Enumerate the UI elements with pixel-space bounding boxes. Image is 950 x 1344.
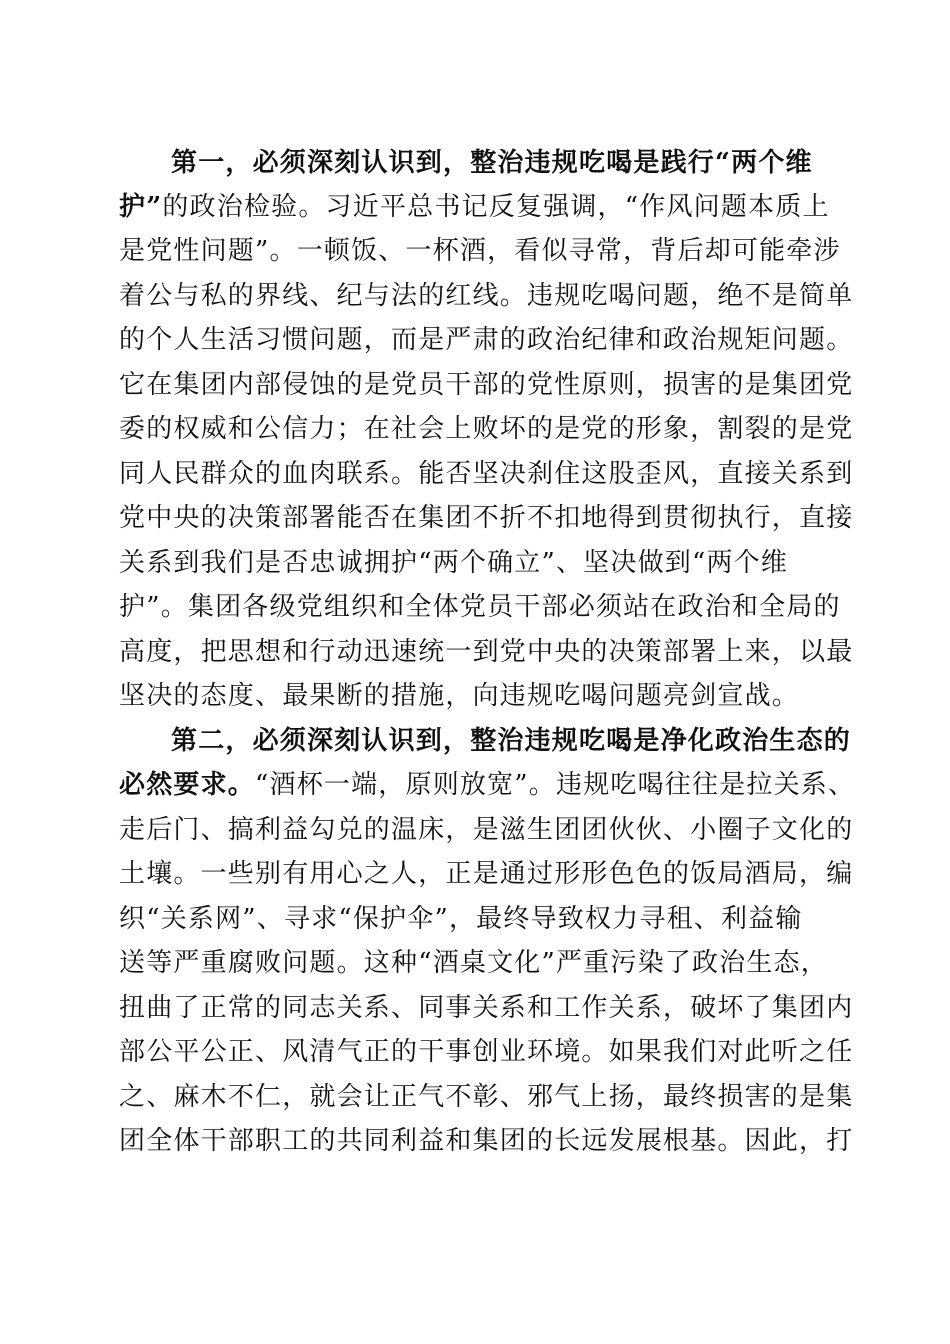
paragraph-2-heading-cont: 必然要求。 [119,770,256,800]
paragraph-2-heading: 第二，必须深刻认识到，整治违规吃喝是净化政治生态的 [171,726,852,756]
paragraph-1-line: 它在集团内部侵蚀的是党员干部的党性原则，损害的是集团党 [119,370,854,400]
paragraph-1-line: 是党性问题”。一顿饭、一杯酒，看似寻常，背后却可能牵涉 [119,236,841,266]
paragraph-1-line: 护”。集团各级党组织和全体党员干部必须站在政治和全局的 [119,592,841,622]
paragraph-2-line: 土壤。一些别有用心之人，正是通过形形色色的饭局酒局，编 [119,859,854,889]
paragraph-2-line: 团全体干部职工的共同利益和集团的长远发展根基。因此，打 [119,1126,854,1156]
paragraph-1-line: 高度，把思想和行动迅速统一到党中央的决策部署上来，以最 [119,637,854,667]
paragraph-1-text: 的政治检验。习近平总书记反复强调，“作风问题本质上 [162,192,830,222]
paragraph-1-heading-cont: 护” [119,192,163,222]
paragraph-2-text: “酒杯一端，原则放宽”。违规吃喝往往是拉关系、 [255,770,856,800]
paragraph-2-line: 部公平公正、风清气正的干事创业环境。如果我们对此听之任 [119,1037,854,1067]
paragraph-1-line: 的个人生活习惯问题，而是严肃的政治纪律和政治规矩问题。 [119,325,854,355]
paragraph-1-line: 同人民群众的血肉联系。能否坚决刹住这股歪风，直接关系到 [119,459,854,489]
paragraph-1-line: 坚决的态度、最果断的措施，向违规吃喝问题亮剑宣战。 [119,681,800,711]
paragraph-2-line: 送等严重腐败问题。这种“酒桌文化”严重污染了政治生态， [119,948,828,978]
paragraph-2-line: 走后门、搞利益勾兑的温床，是滋生团团伙伙、小圈子文化的 [119,815,854,845]
paragraph-1-line: 委的权威和公信力；在社会上败坏的是党的形象，割裂的是党 [119,414,854,444]
paragraph-2-line [119,768,855,802]
paragraph-1-line: 党中央的决策部署能否在集团不折不扣地得到贯彻执行，直接 [119,503,854,533]
paragraph-1-line: 关系到我们是否忠诚拥护“两个确立”、坚决做到“两个维 [119,548,789,578]
paragraph-1-line [119,190,830,224]
paragraph-1-line: 着公与私的界线、纪与法的红线。违规吃喝问题，绝不是简单 [119,281,854,311]
paragraph-1-heading: 第一，必须深刻认识到，整治违规吃喝是践行“两个维 [171,148,813,178]
paragraph-2-line: 扭曲了正常的同志关系、同事关系和工作关系，破坏了集团内 [119,993,854,1023]
paragraph-2-line: 织“关系网”、寻求“保护伞”，最终导致权力寻租、利益输 [119,904,803,934]
paragraph-2-line: 之、麻木不仁，就会让正气不彰、邪气上扬，最终损害的是集 [119,1082,854,1112]
